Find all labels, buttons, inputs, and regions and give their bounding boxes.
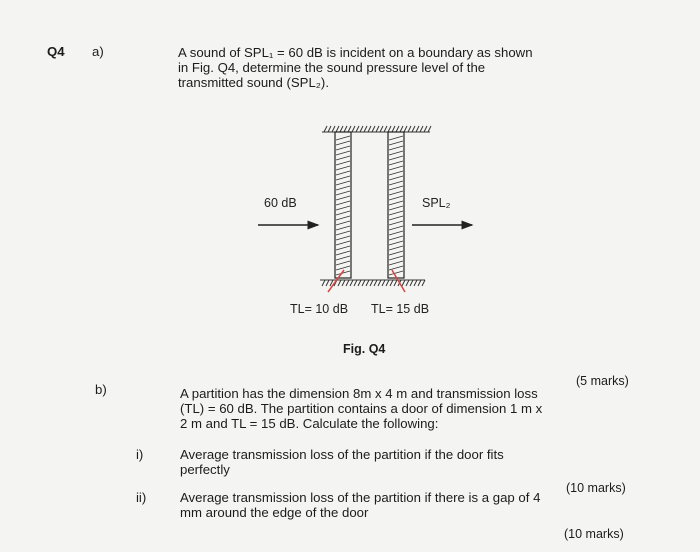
red-pointer-right <box>392 270 405 292</box>
top-hatching <box>322 126 431 132</box>
subpart-i-label: i) <box>136 447 144 462</box>
subpart-i-line-1: Average transmission loss of the partition if the door fits <box>180 447 504 462</box>
subpart-ii-label: ii) <box>136 490 147 505</box>
subpart-i-text <box>180 447 560 477</box>
subpart-ii-text <box>180 490 560 520</box>
figure-q4 <box>240 120 490 330</box>
subpart-ii-line-1: Average transmission loss of the partition if there is a gap of 4 <box>180 490 541 505</box>
figure-caption: Fig. Q4 <box>343 342 386 356</box>
part-b-text <box>180 386 580 431</box>
part-a-line-3: transmitted sound (SPL₂). <box>178 75 329 90</box>
right-wall <box>388 132 404 278</box>
part-a-text <box>178 45 578 90</box>
part-b-line-3: 2 m and TL = 15 dB. Calculate the following: <box>180 416 439 431</box>
red-pointer-left <box>328 270 344 292</box>
part-b-line-1: A partition has the dimension 8m x 4 m and transmission loss <box>180 386 538 401</box>
part-a-label: a) <box>92 44 104 59</box>
subpart-ii-marks: (10 marks) <box>564 527 624 541</box>
part-a-line-1: A sound of SPL₁ = 60 dB is incident on a boundary as shown <box>178 45 533 60</box>
tl-right-label: TL= 15 dB <box>371 302 430 316</box>
part-a-marks: (5 marks) <box>576 374 629 388</box>
subpart-i-marks: (10 marks) <box>566 481 626 495</box>
left-wall <box>335 132 351 278</box>
part-b-line-2: (TL) = 60 dB. The partition contains a door of dimension 1 m x <box>180 401 543 416</box>
question-number: Q4 <box>47 44 65 59</box>
subpart-ii-line-2: mm around the edge of the door <box>180 505 369 520</box>
subpart-i-line-2: perfectly <box>180 462 230 477</box>
part-b-label: b) <box>95 382 107 397</box>
part-a-line-2: in Fig. Q4, determine the sound pressure level of the <box>178 60 486 75</box>
incident-label: 60 dB <box>264 196 297 210</box>
tl-left-label: TL= 10 dB <box>290 302 349 316</box>
transmitted-label: SPL₂ <box>422 196 451 210</box>
